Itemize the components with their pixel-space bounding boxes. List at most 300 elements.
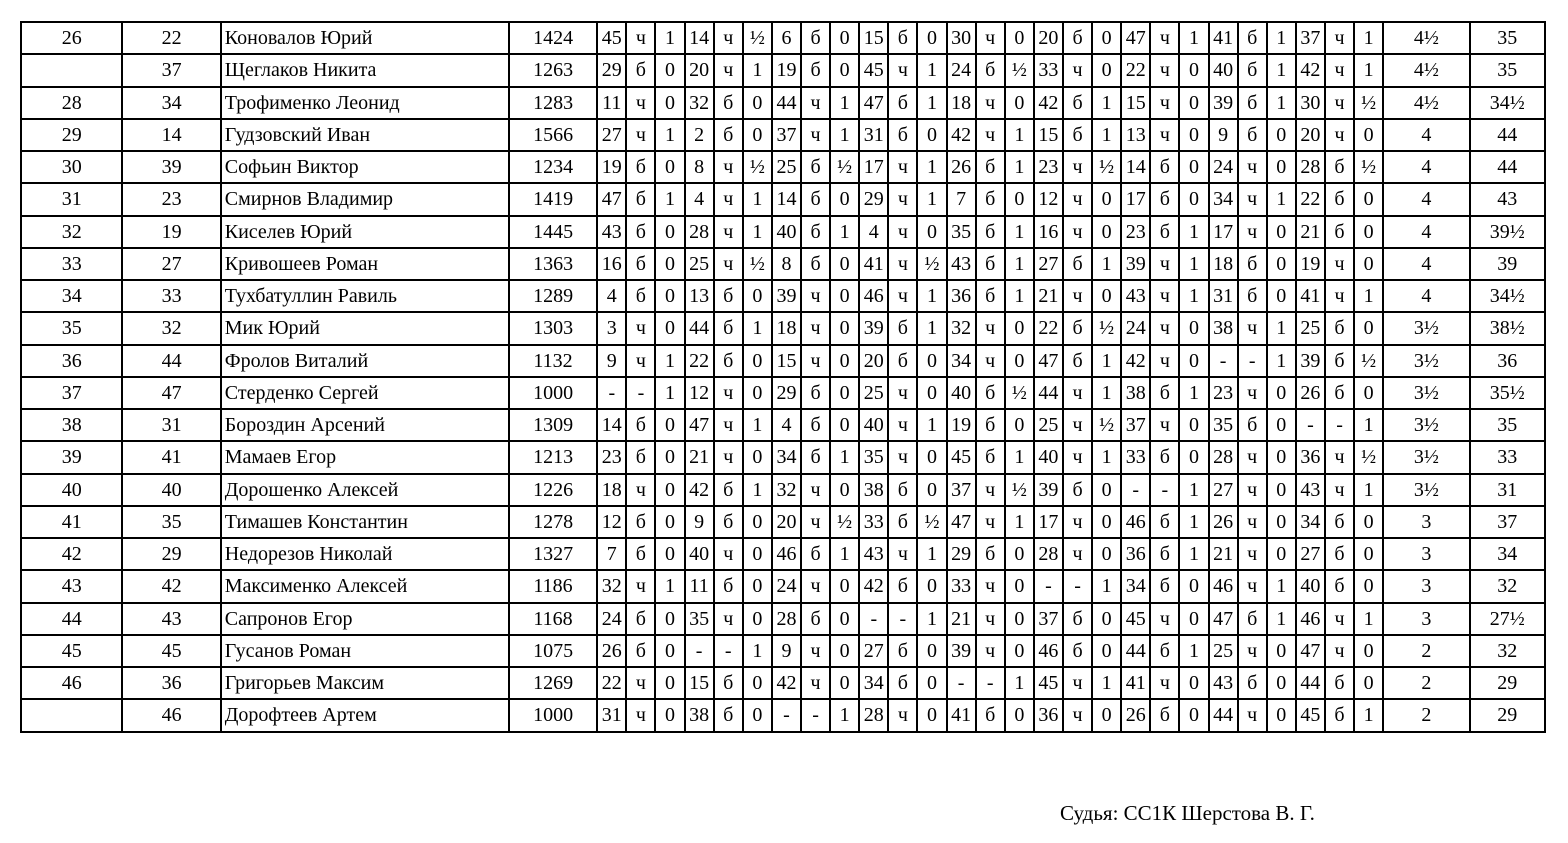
opponent-cell: 42 xyxy=(1296,54,1325,86)
opponent-cell: 9 xyxy=(597,345,626,377)
opponent-cell: 32 xyxy=(685,87,714,119)
rating-cell: 1283 xyxy=(509,87,597,119)
opponent-cell: 7 xyxy=(597,538,626,570)
tiebreak-cell: 34½ xyxy=(1470,280,1545,312)
player-name-cell: Коновалов Юрий xyxy=(221,22,509,54)
player-name-cell: Дорофтеев Артем xyxy=(221,699,509,731)
result-cell: 1 xyxy=(1179,506,1208,538)
start-number-cell: 14 xyxy=(122,119,220,151)
result-cell: 0 xyxy=(917,216,946,248)
color-cell: б xyxy=(1238,22,1267,54)
opponent-cell: - xyxy=(1121,474,1150,506)
result-cell: 0 xyxy=(1092,699,1121,731)
color-cell: ч xyxy=(801,280,830,312)
color-cell: б xyxy=(1238,87,1267,119)
points-cell: 3 xyxy=(1383,506,1469,538)
color-cell: ч xyxy=(1150,54,1179,86)
color-cell: - xyxy=(1063,570,1092,602)
table-row xyxy=(21,699,1545,731)
color-cell: ч xyxy=(1150,22,1179,54)
points-cell: 3 xyxy=(1383,603,1469,635)
color-cell: ч xyxy=(1238,570,1267,602)
result-cell: 1 xyxy=(1267,87,1296,119)
result-cell: 1 xyxy=(1179,22,1208,54)
color-cell: б xyxy=(976,699,1005,731)
color-cell: ч xyxy=(801,312,830,344)
opponent-cell: 20 xyxy=(859,345,888,377)
color-cell: б xyxy=(976,538,1005,570)
opponent-cell: 33 xyxy=(859,506,888,538)
result-cell: 0 xyxy=(1092,538,1121,570)
start-number-cell: 39 xyxy=(122,151,220,183)
opponent-cell: 43 xyxy=(597,216,626,248)
color-cell: б xyxy=(801,216,830,248)
opponent-cell: 41 xyxy=(859,248,888,280)
opponent-cell: - xyxy=(597,377,626,409)
place-cell: 36 xyxy=(21,345,122,377)
result-cell: 0 xyxy=(917,570,946,602)
place-cell: 34 xyxy=(21,280,122,312)
tiebreak-cell: 32 xyxy=(1470,570,1545,602)
opponent-cell: 7 xyxy=(947,183,976,215)
result-cell: 0 xyxy=(743,538,772,570)
color-cell: ч xyxy=(801,635,830,667)
color-cell: б xyxy=(801,151,830,183)
result-cell: 1 xyxy=(917,312,946,344)
opponent-cell: 11 xyxy=(597,87,626,119)
result-cell: 1 xyxy=(1354,474,1383,506)
opponent-cell: - xyxy=(772,699,801,731)
opponent-cell: 28 xyxy=(685,216,714,248)
start-number-cell: 27 xyxy=(122,248,220,280)
player-name-cell: Мамаев Егор xyxy=(221,441,509,473)
result-cell: 0 xyxy=(917,345,946,377)
tiebreak-cell: 35 xyxy=(1470,22,1545,54)
table-row xyxy=(21,345,1545,377)
result-cell: 0 xyxy=(1354,538,1383,570)
result-cell: 0 xyxy=(1005,312,1034,344)
opponent-cell: 25 xyxy=(1209,635,1238,667)
color-cell: - xyxy=(626,377,655,409)
result-cell: 0 xyxy=(743,603,772,635)
color-cell: б xyxy=(1325,377,1354,409)
color-cell: б xyxy=(1325,216,1354,248)
result-cell: 0 xyxy=(1179,667,1208,699)
result-cell: 1 xyxy=(830,119,859,151)
result-cell: 1 xyxy=(917,87,946,119)
result-cell: 1 xyxy=(655,345,684,377)
opponent-cell: 44 xyxy=(685,312,714,344)
table-row xyxy=(21,441,1545,473)
result-cell: 0 xyxy=(655,506,684,538)
tiebreak-cell: 34½ xyxy=(1470,87,1545,119)
color-cell: ч xyxy=(801,474,830,506)
result-cell: 1 xyxy=(1092,345,1121,377)
color-cell: б xyxy=(1238,409,1267,441)
opponent-cell: 3 xyxy=(597,312,626,344)
rating-cell: 1445 xyxy=(509,216,597,248)
color-cell: ч xyxy=(714,183,743,215)
opponent-cell: 28 xyxy=(1296,151,1325,183)
result-cell: 1 xyxy=(655,22,684,54)
opponent-cell: 15 xyxy=(772,345,801,377)
opponent-cell: 9 xyxy=(772,635,801,667)
result-cell: 0 xyxy=(830,280,859,312)
result-cell: 0 xyxy=(830,22,859,54)
opponent-cell: 42 xyxy=(772,667,801,699)
player-name-cell: Сапронов Егор xyxy=(221,603,509,635)
tiebreak-cell: 39 xyxy=(1470,248,1545,280)
standings-body xyxy=(21,22,1545,732)
result-cell: 1 xyxy=(917,183,946,215)
points-cell: 3½ xyxy=(1383,377,1469,409)
result-cell: 1 xyxy=(655,119,684,151)
result-cell: 1 xyxy=(917,54,946,86)
color-cell: ч xyxy=(1063,441,1092,473)
result-cell: 0 xyxy=(917,22,946,54)
result-cell: 0 xyxy=(743,667,772,699)
opponent-cell: - xyxy=(1034,570,1063,602)
color-cell: б xyxy=(1063,22,1092,54)
table-row xyxy=(21,538,1545,570)
result-cell: 0 xyxy=(743,377,772,409)
result-cell: 0 xyxy=(1354,183,1383,215)
start-number-cell: 40 xyxy=(122,474,220,506)
result-cell: 0 xyxy=(830,409,859,441)
color-cell: ч xyxy=(801,345,830,377)
color-cell: ч xyxy=(888,248,917,280)
table-row xyxy=(21,409,1545,441)
result-cell: 0 xyxy=(1179,699,1208,731)
result-cell: 0 xyxy=(830,312,859,344)
opponent-cell: 39 xyxy=(772,280,801,312)
opponent-cell: - xyxy=(685,635,714,667)
opponent-cell: 47 xyxy=(597,183,626,215)
color-cell: ч xyxy=(1325,474,1354,506)
opponent-cell: 38 xyxy=(859,474,888,506)
color-cell: ч xyxy=(801,570,830,602)
opponent-cell: 24 xyxy=(947,54,976,86)
opponent-cell: 28 xyxy=(859,699,888,731)
opponent-cell: 24 xyxy=(1121,312,1150,344)
place-cell: 39 xyxy=(21,441,122,473)
color-cell: б xyxy=(714,119,743,151)
player-name-cell: Тухбатуллин Равиль xyxy=(221,280,509,312)
judge-signature-line: Судья: СС1К Шерстова В. Г. xyxy=(1060,801,1315,825)
color-cell: б xyxy=(888,570,917,602)
color-cell: ч xyxy=(626,119,655,151)
points-cell: 3½ xyxy=(1383,441,1469,473)
color-cell: б xyxy=(1325,538,1354,570)
place-cell: 44 xyxy=(21,603,122,635)
color-cell: б xyxy=(626,216,655,248)
result-cell: 1 xyxy=(1267,603,1296,635)
opponent-cell: 34 xyxy=(1209,183,1238,215)
color-cell: ч xyxy=(1238,216,1267,248)
tiebreak-cell: 27½ xyxy=(1470,603,1545,635)
color-cell: ч xyxy=(1150,312,1179,344)
opponent-cell: 23 xyxy=(1209,377,1238,409)
opponent-cell: 29 xyxy=(947,538,976,570)
place-cell: 38 xyxy=(21,409,122,441)
color-cell: ч xyxy=(801,119,830,151)
color-cell: ч xyxy=(714,151,743,183)
opponent-cell: 24 xyxy=(1209,151,1238,183)
result-cell: 0 xyxy=(1092,635,1121,667)
opponent-cell: 34 xyxy=(859,667,888,699)
color-cell: б xyxy=(714,280,743,312)
result-cell: 0 xyxy=(655,635,684,667)
opponent-cell: 14 xyxy=(597,409,626,441)
start-number-cell: 46 xyxy=(122,699,220,731)
opponent-cell: 21 xyxy=(947,603,976,635)
result-cell: 1 xyxy=(1005,441,1034,473)
result-cell: 1 xyxy=(1179,474,1208,506)
color-cell: ч xyxy=(1238,699,1267,731)
color-cell: б xyxy=(626,151,655,183)
result-cell: 1 xyxy=(1005,667,1034,699)
color-cell: ч xyxy=(976,87,1005,119)
color-cell: ч xyxy=(1238,635,1267,667)
result-cell: 1 xyxy=(1005,506,1034,538)
color-cell: б xyxy=(1150,151,1179,183)
result-cell: 0 xyxy=(655,280,684,312)
opponent-cell: 25 xyxy=(1296,312,1325,344)
color-cell: б xyxy=(976,441,1005,473)
result-cell: 0 xyxy=(743,280,772,312)
rating-cell: 1278 xyxy=(509,506,597,538)
rating-cell: 1566 xyxy=(509,119,597,151)
result-cell: 1 xyxy=(1267,183,1296,215)
result-cell: 0 xyxy=(1179,54,1208,86)
result-cell: 1 xyxy=(1267,345,1296,377)
table-row xyxy=(21,280,1545,312)
color-cell: ч xyxy=(1063,151,1092,183)
result-cell: ½ xyxy=(1005,377,1034,409)
color-cell: ч xyxy=(976,603,1005,635)
tiebreak-cell: 35 xyxy=(1470,409,1545,441)
tiebreak-cell: 34 xyxy=(1470,538,1545,570)
start-number-cell: 36 xyxy=(122,667,220,699)
result-cell: 0 xyxy=(1005,570,1034,602)
color-cell: ч xyxy=(1063,667,1092,699)
result-cell: 1 xyxy=(1179,377,1208,409)
opponent-cell: 27 xyxy=(1034,248,1063,280)
result-cell: 1 xyxy=(1005,119,1034,151)
color-cell: б xyxy=(1325,312,1354,344)
result-cell: ½ xyxy=(1092,409,1121,441)
result-cell: 0 xyxy=(1179,312,1208,344)
result-cell: 1 xyxy=(1092,441,1121,473)
opponent-cell: 26 xyxy=(947,151,976,183)
start-number-cell: 42 xyxy=(122,570,220,602)
opponent-cell: 43 xyxy=(859,538,888,570)
color-cell: б xyxy=(1150,216,1179,248)
opponent-cell: 44 xyxy=(1121,635,1150,667)
opponent-cell: 37 xyxy=(1034,603,1063,635)
result-cell: 0 xyxy=(1267,441,1296,473)
result-cell: 1 xyxy=(1354,409,1383,441)
result-cell: 0 xyxy=(1354,570,1383,602)
place-cell xyxy=(21,54,122,86)
opponent-cell: 44 xyxy=(772,87,801,119)
result-cell: 1 xyxy=(743,409,772,441)
place-cell: 29 xyxy=(21,119,122,151)
result-cell: 0 xyxy=(1354,248,1383,280)
place-cell: 35 xyxy=(21,312,122,344)
color-cell: ч xyxy=(714,409,743,441)
opponent-cell: 17 xyxy=(1121,183,1150,215)
color-cell: ч xyxy=(714,54,743,86)
color-cell: б xyxy=(1150,506,1179,538)
color-cell: б xyxy=(714,345,743,377)
result-cell: 1 xyxy=(1092,87,1121,119)
color-cell: ч xyxy=(1063,506,1092,538)
place-cell: 30 xyxy=(21,151,122,183)
opponent-cell: 42 xyxy=(947,119,976,151)
color-cell: ч xyxy=(888,377,917,409)
result-cell: 1 xyxy=(1092,248,1121,280)
rating-cell: 1424 xyxy=(509,22,597,54)
opponent-cell: 19 xyxy=(772,54,801,86)
result-cell: 1 xyxy=(1005,280,1034,312)
opponent-cell: 33 xyxy=(1034,54,1063,86)
rating-cell: 1309 xyxy=(509,409,597,441)
result-cell: 0 xyxy=(655,667,684,699)
result-cell: ½ xyxy=(1092,151,1121,183)
result-cell: 1 xyxy=(1092,667,1121,699)
color-cell: ч xyxy=(1063,54,1092,86)
color-cell: ч xyxy=(976,635,1005,667)
opponent-cell: 11 xyxy=(685,570,714,602)
color-cell: ч xyxy=(626,699,655,731)
result-cell: 0 xyxy=(1354,635,1383,667)
start-number-cell: 22 xyxy=(122,22,220,54)
result-cell: 0 xyxy=(830,183,859,215)
tiebreak-cell: 29 xyxy=(1470,667,1545,699)
color-cell: б xyxy=(888,119,917,151)
color-cell: ч xyxy=(1238,183,1267,215)
opponent-cell: 21 xyxy=(1209,538,1238,570)
color-cell: ч xyxy=(888,54,917,86)
result-cell: 0 xyxy=(655,441,684,473)
color-cell: б xyxy=(888,345,917,377)
points-cell: 4 xyxy=(1383,280,1469,312)
opponent-cell: 27 xyxy=(597,119,626,151)
result-cell: 0 xyxy=(1092,506,1121,538)
color-cell: б xyxy=(626,54,655,86)
start-number-cell: 47 xyxy=(122,377,220,409)
result-cell: 1 xyxy=(830,216,859,248)
color-cell: б xyxy=(1325,506,1354,538)
color-cell: б xyxy=(714,667,743,699)
color-cell: ч xyxy=(888,409,917,441)
rating-cell: 1234 xyxy=(509,151,597,183)
start-number-cell: 44 xyxy=(122,345,220,377)
color-cell: - xyxy=(801,699,830,731)
opponent-cell: 33 xyxy=(1121,441,1150,473)
result-cell: 1 xyxy=(1354,280,1383,312)
result-cell: ½ xyxy=(1092,312,1121,344)
points-cell: 4½ xyxy=(1383,54,1469,86)
result-cell: 1 xyxy=(1267,570,1296,602)
rating-cell: 1186 xyxy=(509,570,597,602)
color-cell: ч xyxy=(1150,603,1179,635)
opponent-cell: 18 xyxy=(772,312,801,344)
result-cell: 0 xyxy=(1092,183,1121,215)
result-cell: 0 xyxy=(1005,538,1034,570)
opponent-cell: 45 xyxy=(947,441,976,473)
rating-cell: 1168 xyxy=(509,603,597,635)
color-cell: ч xyxy=(1150,87,1179,119)
opponent-cell: 25 xyxy=(685,248,714,280)
opponent-cell: 31 xyxy=(1209,280,1238,312)
color-cell: ч xyxy=(1325,635,1354,667)
opponent-cell: - xyxy=(1296,409,1325,441)
place-cell: 46 xyxy=(21,667,122,699)
result-cell: 1 xyxy=(743,54,772,86)
opponent-cell: 28 xyxy=(1209,441,1238,473)
place-cell: 43 xyxy=(21,570,122,602)
color-cell: ч xyxy=(714,441,743,473)
opponent-cell: 40 xyxy=(859,409,888,441)
color-cell: ч xyxy=(888,699,917,731)
place-cell: 42 xyxy=(21,538,122,570)
opponent-cell: 47 xyxy=(1034,345,1063,377)
opponent-cell: 22 xyxy=(1296,183,1325,215)
opponent-cell: 20 xyxy=(772,506,801,538)
result-cell: 1 xyxy=(1179,280,1208,312)
result-cell: 0 xyxy=(743,699,772,731)
color-cell: б xyxy=(976,54,1005,86)
tiebreak-cell: 44 xyxy=(1470,151,1545,183)
opponent-cell: 24 xyxy=(597,603,626,635)
result-cell: 0 xyxy=(830,635,859,667)
opponent-cell: 47 xyxy=(1121,22,1150,54)
opponent-cell: 42 xyxy=(859,570,888,602)
opponent-cell: 20 xyxy=(1296,119,1325,151)
opponent-cell: 32 xyxy=(947,312,976,344)
player-name-cell: Максименко Алексей xyxy=(221,570,509,602)
result-cell: 0 xyxy=(1354,119,1383,151)
result-cell: 0 xyxy=(830,345,859,377)
result-cell: 0 xyxy=(1267,667,1296,699)
points-cell: 2 xyxy=(1383,699,1469,731)
opponent-cell: 19 xyxy=(597,151,626,183)
result-cell: 0 xyxy=(1179,119,1208,151)
rating-cell: 1226 xyxy=(509,474,597,506)
rating-cell: 1263 xyxy=(509,54,597,86)
opponent-cell: 36 xyxy=(1296,441,1325,473)
color-cell: ч xyxy=(801,506,830,538)
result-cell: 0 xyxy=(1267,248,1296,280)
color-cell: б xyxy=(801,441,830,473)
opponent-cell: 4 xyxy=(685,183,714,215)
color-cell: б xyxy=(976,280,1005,312)
result-cell: ½ xyxy=(1005,54,1034,86)
table-row xyxy=(21,506,1545,538)
color-cell: б xyxy=(888,22,917,54)
player-name-cell: Бороздин Арсений xyxy=(221,409,509,441)
color-cell: б xyxy=(801,377,830,409)
result-cell: 1 xyxy=(1179,248,1208,280)
result-cell: 0 xyxy=(1179,345,1208,377)
opponent-cell: 9 xyxy=(1209,119,1238,151)
opponent-cell: 47 xyxy=(1296,635,1325,667)
tiebreak-cell: 35 xyxy=(1470,54,1545,86)
opponent-cell: 41 xyxy=(1121,667,1150,699)
opponent-cell: 15 xyxy=(1034,119,1063,151)
